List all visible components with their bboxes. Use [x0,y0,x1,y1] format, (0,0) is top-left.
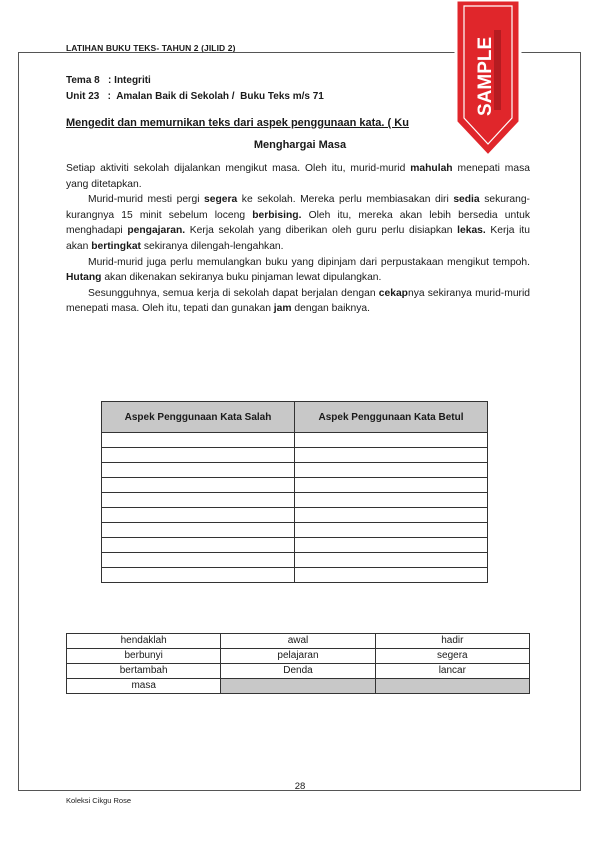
passage-text: dengan baiknya. [291,303,370,315]
word-cell: bertambah [67,664,221,679]
highlighted-word: cekap [378,287,408,299]
word-cell-empty [221,679,375,694]
instruction-tail: ( Ku [384,117,409,129]
answer-cell-wrong[interactable] [102,463,295,478]
answer-cell-correct[interactable] [295,493,488,508]
answer-cell-wrong[interactable] [102,448,295,463]
passage-paragraph [66,161,530,192]
highlighted-word: mahulah [410,163,453,174]
word-bank-row [67,679,530,694]
word-cell: hendaklah [67,634,221,649]
tema-line: Tema 8 : Integriti [66,75,151,86]
passage-title: Menghargai Masa [253,139,347,151]
passage-paragraph [66,255,530,286]
passage-text: Kerja sekolah yang diberikan oleh guru perlu disiapkan [185,225,458,237]
highlighted-word: sedia [453,194,480,206]
passage-text: sekiranya dilengah-lengahkan. [140,240,284,252]
highlighted-word: Hutang [66,272,102,284]
highlighted-word: jam [273,303,292,315]
footer-credit: Koleksi Cikgu Rose [66,796,132,805]
answer-cell-correct[interactable] [295,463,488,478]
answer-row [102,508,488,523]
answer-row [102,463,488,478]
unit-line: Unit 23 : Amalan Baik di Sekolah / Buku Teks m/s 71 [66,91,324,102]
answer-cell-wrong[interactable] [102,493,295,508]
word-cell: Denda [221,664,375,679]
passage-text: Oleh itu, mereka akan lebih bersedia untuk menghadapi [66,209,530,237]
instruction-heading [66,117,409,129]
header-title: LATIHAN BUKU TEKS- TAHUN 2 (JILID 2) [66,43,236,53]
answer-cell-correct[interactable] [295,538,488,553]
highlighted-word: berbising. [252,209,302,221]
passage-text: akan dikenakan sekiranya buku pinjaman lewat dipulangkan. [101,272,382,284]
word-bank-row [67,664,530,679]
passage-text: Setiap aktiviti sekolah dijalankan mengikut masa. Oleh itu, murid-murid [66,163,411,174]
answer-row [102,523,488,538]
answer-cell-wrong[interactable] [102,508,295,523]
answer-cell-wrong[interactable] [102,538,295,553]
answer-row [102,538,488,553]
word-bank-row [67,634,530,649]
highlighted-word: segera [204,194,238,206]
word-cell: lancar [375,664,529,679]
answer-cell-correct[interactable] [295,508,488,523]
sample-badge [452,0,524,160]
answer-cell-wrong[interactable] [102,568,295,583]
highlighted-word: pengajaran. [127,225,186,237]
answer-cell-correct[interactable] [295,478,488,493]
word-cell: segera [375,649,529,664]
answer-row [102,448,488,463]
highlighted-word: lekas. [457,225,486,237]
answer-row [102,553,488,568]
passage-text: Murid-murid juga perlu memulangkan buku yang dipinjam dari perpustakaan mengikut tempoh. [88,256,530,268]
answer-cell-wrong[interactable] [102,478,295,493]
word-cell: masa [67,679,221,694]
answer-cell-correct[interactable] [295,568,488,583]
answer-cell-correct[interactable] [295,523,488,538]
answer-cell-correct[interactable] [295,448,488,463]
word-cell: awal [221,634,375,649]
passage-text: nya sekiranya murid-murid menepati masa. Oleh itu, tepati dan gunakan [66,287,530,315]
column-header-correct: Aspek Penggunaan Kata Betul [295,402,488,433]
highlighted-word: bertingkat [91,240,141,252]
passage-text: Kerja itu akan [66,225,530,252]
unit-info [66,73,324,105]
answer-row [102,568,488,583]
word-bank-table [66,633,530,694]
page-number: 28 [294,781,306,792]
answer-cell-correct[interactable] [295,433,488,448]
passage-text: Sesungguhnya, semua kerja di sekolah dapat berjalan dengan [88,287,379,299]
answer-row [102,433,488,448]
instruction-text: Mengedit dan memurnikan teks dari aspek penggunaan kata. [66,117,385,129]
answer-table-header-row [102,402,488,433]
word-bank-row [67,649,530,664]
answer-cell-correct[interactable] [295,553,488,568]
answer-row [102,478,488,493]
passage-text: sekurang-kurangnya 15 minit sebelum loceng [66,194,530,221]
answer-table [101,401,488,583]
answer-cell-wrong[interactable] [102,523,295,538]
passage-paragraph [66,192,530,254]
answer-row [102,493,488,508]
word-cell-empty [375,679,529,694]
passage-body [66,161,530,317]
answer-cell-wrong[interactable] [102,553,295,568]
passage-text: menepati masa yang ditetapkan. [66,163,530,190]
answer-cell-wrong[interactable] [102,433,295,448]
passage-paragraph [66,286,530,317]
passage-text: Murid-murid mesti pergi [88,194,205,206]
word-cell: pelajaran [221,649,375,664]
passage-text: ke sekolah. Mereka perlu membiasakan diri [237,194,454,206]
word-cell: hadir [375,634,529,649]
column-header-wrong: Aspek Penggunaan Kata Salah [102,402,295,433]
badge-text: SAMPLE [475,36,496,116]
word-cell: berbunyi [67,649,221,664]
